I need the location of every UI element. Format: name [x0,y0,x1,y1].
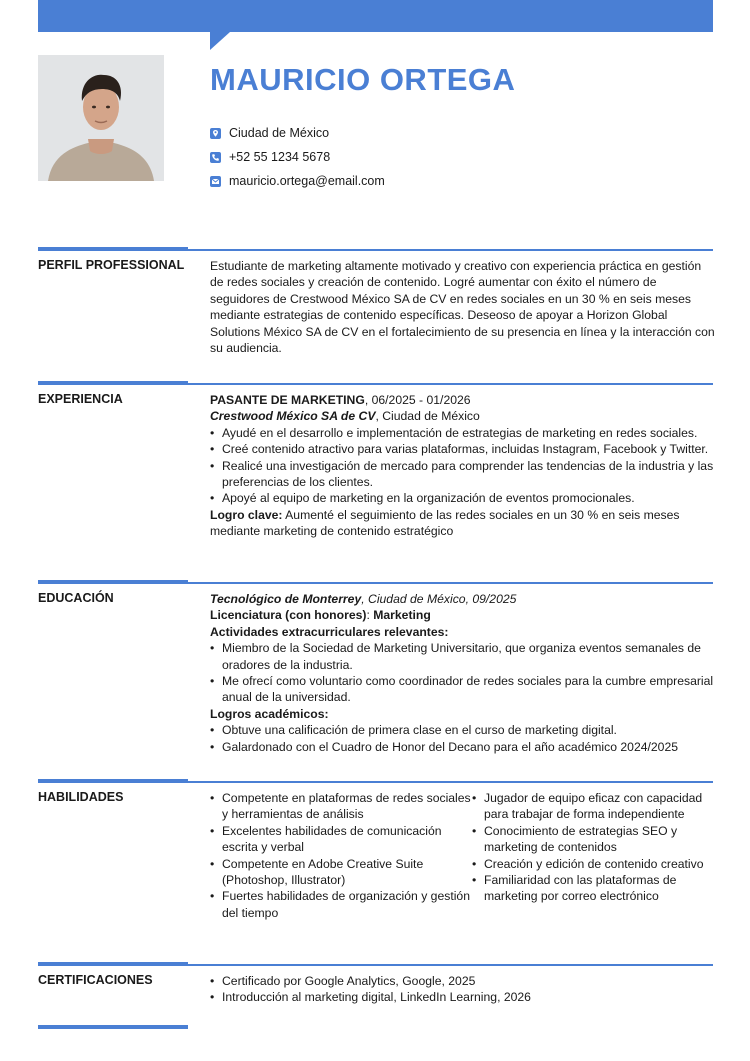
job-company-line [210,408,715,424]
education-section-title: EDUCACIÓN [38,591,114,605]
contact-location-text: Ciudad de México [229,126,330,140]
list-item: • Certificado por Google Analytics, Google, 2025 [210,973,715,989]
list-item: • Me ofrecí como voluntario como coordinador de redes sociales para la cumbre empresarial anual de la universidad. [210,673,715,706]
skills-body [210,790,715,921]
job-achievement-text: Aumenté el seguimiento de las redes sociales en un 30 % en seis meses mediante marketing de contenido estratégico [210,507,680,539]
job-location: , Ciudad de México [375,409,480,424]
contact-email [210,174,385,188]
experience-section-title: EXPERIENCIA [38,392,123,406]
certifications-list [210,973,715,1006]
profile-photo-illustration [38,55,164,181]
list-item: • Galardonado con el Cuadro de Honor del Decano para el año académico 2024/2025 [210,739,715,755]
list-item: • Apoyé al equipo de marketing en la organización de eventos promocionales. [210,490,715,506]
academic-achievements-list [210,722,715,755]
profile-photo [38,55,164,181]
list-item: • Introducción al marketing digital, LinkedIn Learning, 2026 [210,989,715,1005]
activities-list [210,640,715,706]
certifications-section-title: CERTIFICACIONES [38,973,153,987]
degree-line [210,607,715,623]
footer-accent-bar [38,1025,188,1029]
section-rule-accent [38,381,188,385]
list-item: • Realicé una investigación de mercado para comprender las tendencias de la industria y las preferencias de los clientes. [210,458,715,491]
education-body [210,591,715,755]
contact-location [210,126,329,140]
list-item: • Creé contenido atractivo para varias plataformas, incluidas Instagram, Facebook y Twitter. [210,441,715,457]
section-rule-accent [38,779,188,783]
profile-section-title: PERFIL PROFESSIONAL [38,258,185,272]
skills-column-1 [210,790,472,921]
contact-email-text: mauricio.ortega@email.com [229,174,385,188]
header-accent-notch [210,32,230,50]
activities-label: Actividades extracurriculares relevantes: [210,624,449,639]
skills-column-2 [472,790,712,921]
list-item: • Obtuve una calificación de primera clase en el curso de marketing digital. [210,722,715,738]
degree-major: Marketing [373,608,431,623]
job-company: Crestwood México SA de CV [210,409,376,424]
section-rule-accent [38,962,188,966]
degree-separator: : [366,608,374,623]
email-icon [210,176,221,187]
school-line [210,591,715,607]
contact-phone-text: +52 55 1234 5678 [229,150,331,164]
experience-body [210,392,715,540]
skills-section-title: HABILIDADES [38,790,124,804]
header-accent-bar [38,0,713,32]
location-pin-icon [210,128,221,139]
section-rule-accent [38,580,188,584]
list-item: • Ayudé en el desarrollo e implementación de estrategias de marketing en redes sociales. [210,425,715,441]
list-item: • Conocimiento de estrategias SEO y marketing de contenidos [472,823,712,856]
certifications-body [210,973,715,1006]
list-item: • Jugador de equipo eficaz con capacidad para trabajar de forma independiente [472,790,712,823]
academic-achievements-label: Logros académicos: [210,706,329,721]
job-duties [210,425,715,507]
section-rule-accent [38,247,188,251]
job-achievement-label: Logro clave: [210,507,283,522]
degree-name: Licenciatura (con honores) [210,608,367,623]
school-details: , Ciudad de México, 09/2025 [361,592,517,606]
job-dates: , 06/2025 - 01/2026 [364,393,471,407]
profile-text: Estudiante de marketing altamente motivado y creativo con experiencia práctica en gestión de redes sociales y creación de contenido. Logré aumentar con éxito el número de seguidores de Crestwood México SA de CV en redes sociales en un 30 % en seis meses mediante estrategias de contenido específicas. Deseoso de apoyar a Horizon Global Solutions México SA de CV en el fortalecimiento de su presencia en línea y la interacción con su audiencia. [210,259,715,356]
list-item: • Fuertes habilidades de organización y gestión del tiempo [210,888,472,921]
list-item: • Excelentes habilidades de comunicación escrita y verbal [210,823,472,856]
candidate-name: MAURICIO ORTEGA [210,62,516,97]
list-item: • Familiaridad con las plataformas de marketing por correo electrónico [472,872,712,905]
list-item: • Competente en plataformas de redes sociales y herramientas de análisis [210,790,472,823]
contact-phone [210,150,330,164]
school-name: Tecnológico de Monterrey [210,592,362,606]
list-item: • Miembro de la Sociedad de Marketing Universitario, que organiza eventos semanales de oradores de la industria. [210,640,715,673]
list-item: • Competente en Adobe Creative Suite (Photoshop, Illustrator) [210,856,472,889]
list-item: • Creación y edición de contenido creativo [472,856,712,872]
phone-icon [210,152,221,163]
job-role: PASANTE DE MARKETING [210,393,365,407]
job-achievement [210,507,715,540]
job-heading [210,392,715,408]
